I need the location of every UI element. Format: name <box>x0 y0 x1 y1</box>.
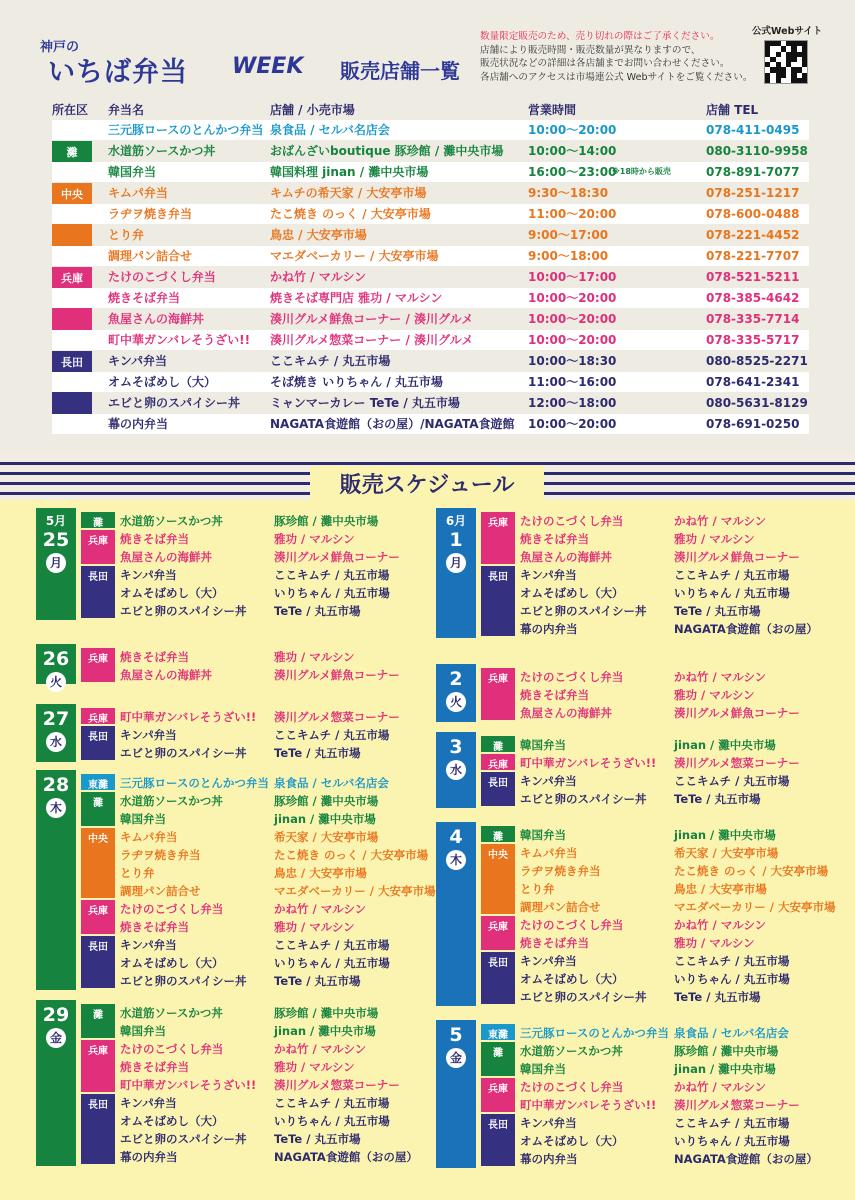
schedule-bento: キンパ弁当 <box>520 568 577 582</box>
day-number: 5 <box>449 1024 463 1046</box>
schedule-bento: 魚屋さんの海鮮丼 <box>120 550 212 564</box>
shop-name: おばんざいboutique 豚珍館 / 灘中央市場 <box>270 144 504 158</box>
schedule-shop: ここキムチ / 丸五市場 <box>274 728 390 742</box>
schedule-shop: かね竹 / マルシン <box>674 1080 767 1094</box>
schedule-shop: ここキムチ / 丸五市場 <box>674 954 790 968</box>
table-row <box>52 309 809 329</box>
schedule-bento: 幕の内弁当 <box>120 1150 178 1164</box>
schedule-shop: NAGATA食遊館（おの屋） <box>674 622 818 636</box>
schedule-shop: jinan / 灘中央市場 <box>274 812 376 826</box>
schedule-shop: いりちゃん / 丸五市場 <box>674 586 790 600</box>
shop-name: キムチの希天家 / 大安亭市場 <box>270 186 427 200</box>
bento-name: 韓国弁当 <box>108 165 157 179</box>
schedule-bento: オムそばめし（大） <box>120 956 224 970</box>
schedule-shop: ここキムチ / 丸五市場 <box>274 1096 390 1110</box>
area-tag: 兵庫 <box>481 1078 515 1112</box>
qr-code-icon[interactable] <box>764 40 808 84</box>
hours: 10:00～20:00 <box>528 417 617 431</box>
hours: 10:00～18:30 <box>528 354 617 368</box>
weekday-label: 火 <box>46 672 66 692</box>
bento-name: とり弁 <box>108 228 145 242</box>
schedule-bento: 町中華ガンバレそうざい!! <box>520 756 657 770</box>
qr-label: 公式Webサイト <box>752 26 823 37</box>
area-tag: 兵庫 <box>481 916 515 950</box>
hours: 10:00～20:00 <box>528 291 617 305</box>
day-badge <box>436 822 476 1006</box>
schedule-shop: 湊川グルメ惣菜コーナー <box>674 1098 800 1112</box>
schedule-bento: 焼きそば弁当 <box>120 650 189 664</box>
schedule-bento: 魚屋さんの海鮮丼 <box>520 550 612 564</box>
schedule-title: 販売スケジュール <box>310 466 544 506</box>
schedule-shop: 湊川グルメ鮮魚コーナー <box>674 550 800 564</box>
bento-name: 焼きそば弁当 <box>108 291 181 305</box>
tel[interactable]: 080-3110-9958 <box>706 144 808 158</box>
schedule-bento: 三元豚ロースのとんかつ弁当 <box>520 1026 669 1040</box>
schedule-bento: 韓国弁当 <box>520 828 566 842</box>
bento-name: オムそばめし（大） <box>108 375 217 389</box>
area-tag: 東灘 <box>81 774 115 790</box>
tel[interactable]: 078-521-5211 <box>706 270 800 284</box>
schedule-bento: キンパ弁当 <box>120 728 177 742</box>
schedule-shop: いりちゃん / 丸五市場 <box>674 972 790 986</box>
day-badge <box>36 1000 76 1166</box>
schedule-bento: 水道筋ソースかつ丼 <box>120 1006 223 1020</box>
schedule-bento: エビと卵のスパイシー丼 <box>120 1132 247 1146</box>
schedule-shop: マエダベーカリー / 大安亭市場 <box>274 884 436 898</box>
schedule-bento: 焼きそば弁当 <box>520 532 589 546</box>
schedule-shop: 希天家 / 大安亭市場 <box>674 846 779 860</box>
tel[interactable]: 078-600-0488 <box>706 207 800 221</box>
table-row <box>52 330 809 350</box>
schedule-bento: 韓国弁当 <box>520 1062 566 1076</box>
notice-line: 販売状況などの詳細は各店舗までお問い合わせください。 <box>480 58 730 70</box>
shop-name: たこ焼き のっく / 大安亭市場 <box>270 207 431 221</box>
schedule-shop: ここキムチ / 丸五市場 <box>274 938 390 952</box>
weekday-label: 月 <box>446 553 466 573</box>
area-tag: 兵庫 <box>481 754 515 770</box>
schedule-bento: エビと卵のスパイシー丼 <box>520 990 647 1004</box>
schedule-bento: キンパ弁当 <box>120 1096 177 1110</box>
schedule-shop: 豚珍館 / 灘中央市場 <box>674 1044 779 1058</box>
schedule-shop: TeTe / 丸五市場 <box>674 990 761 1004</box>
schedule-bento: たけのこづくし弁当 <box>520 1080 624 1094</box>
area-tag: 兵庫 <box>81 900 115 934</box>
shop-name: ここキムチ / 丸五市場 <box>270 354 391 368</box>
col-header-shop: 店舗 / 小売市場 <box>270 103 355 117</box>
schedule-shop: 湊川グルメ惣菜コーナー <box>274 710 400 724</box>
schedule-bento: 幕の内弁当 <box>520 1152 578 1166</box>
tel[interactable]: 078-411-0495 <box>706 123 800 137</box>
hours: 11:00～16:00 <box>528 375 617 389</box>
schedule-shop: TeTe / 丸五市場 <box>274 974 361 988</box>
schedule-bento: キンパ弁当 <box>120 938 177 952</box>
schedule-shop: 豚珍館 / 灘中央市場 <box>274 794 379 808</box>
schedule-shop: 雅功 / マルシン <box>274 1060 355 1074</box>
tel[interactable]: 078-335-7714 <box>706 312 800 326</box>
bento-name: キンパ弁当 <box>108 354 168 368</box>
shop-name: 泉食品 / セルバ名店会 <box>270 123 390 137</box>
schedule-bento: 魚屋さんの海鮮丼 <box>120 668 212 682</box>
schedule-bento: 韓国弁当 <box>120 1024 166 1038</box>
schedule-shop: いりちゃん / 丸五市場 <box>674 1134 790 1148</box>
schedule-bento: 焼きそば弁当 <box>120 920 189 934</box>
day-number: 29 <box>42 1004 70 1026</box>
page-title: 販売店舗一覧 <box>340 59 460 83</box>
hours: 9:00～18:00 <box>528 249 609 263</box>
weekday-label: 水 <box>46 732 66 752</box>
schedule-shop: 雅功 / マルシン <box>674 532 755 546</box>
schedule-bento: たけのこづくし弁当 <box>120 902 224 916</box>
day-badge <box>36 644 76 689</box>
bento-name: 三元豚ロースのとんかつ弁当 <box>108 123 264 137</box>
table-row <box>52 183 809 203</box>
schedule-shop: 鳥忠 / 大安亭市場 <box>274 866 367 880</box>
tel[interactable]: 078-335-5717 <box>706 333 800 347</box>
divider <box>0 462 855 465</box>
area-label: 中央 <box>52 183 92 266</box>
schedule-bento: ラヂヲ焼き弁当 <box>520 864 601 878</box>
tel[interactable]: 078-691-0250 <box>706 417 800 431</box>
schedule-bento: 町中華ガンバレそうざい!! <box>120 710 257 724</box>
schedule-shop: いりちゃん / 丸五市場 <box>274 586 390 600</box>
month-label: 6月 <box>445 514 467 528</box>
hours: 10:00～17:00 <box>528 270 617 284</box>
schedule-shop: 雅功 / マルシン <box>674 936 755 950</box>
weekday-label: 火 <box>446 692 466 712</box>
schedule-bento: 三元豚ロースのとんかつ弁当 <box>120 776 269 790</box>
tel[interactable]: 080-5631-8129 <box>706 396 808 410</box>
weekday-label: 月 <box>46 553 66 573</box>
hours: 9:30～18:30 <box>528 186 609 200</box>
schedule-bento: ラヂヲ焼き弁当 <box>120 848 201 862</box>
day-number: 28 <box>42 774 70 796</box>
table-row <box>52 393 809 413</box>
table-row <box>52 141 809 161</box>
schedule-bento: キンパ弁当 <box>520 1116 577 1130</box>
table-row <box>52 246 809 266</box>
schedule-shop: ここキムチ / 丸五市場 <box>274 568 390 582</box>
schedule-bento: エビと卵のスパイシー丼 <box>520 604 647 618</box>
area-tag: 長田 <box>81 936 115 988</box>
schedule-shop: 泉食品 / セルバ名店会 <box>674 1026 789 1040</box>
hours: 11:00～20:00 <box>528 207 617 221</box>
notice-line: 各店舗へのアクセスは市場連公式 Webサイトをご覧ください。 <box>480 71 753 83</box>
shop-name: 鳥忠 / 大安亭市場 <box>270 228 367 242</box>
tel[interactable]: 078-641-2341 <box>706 375 800 389</box>
schedule-bento: オムそばめし（大） <box>120 586 224 600</box>
schedule-bento: オムそばめし（大） <box>520 1134 624 1148</box>
schedule-shop: 湊川グルメ惣菜コーナー <box>274 1078 400 1092</box>
schedule-bento: エビと卵のスパイシー丼 <box>120 604 247 618</box>
bento-name: 幕の内弁当 <box>108 417 169 431</box>
shop-name: NAGATA食遊館（おの屋）/NAGATA食遊館 <box>270 417 515 431</box>
area-tag: 兵庫 <box>481 668 515 720</box>
schedule-bento: キムパ弁当 <box>120 830 178 844</box>
tel[interactable]: 080-8525-2271 <box>706 354 808 368</box>
table-row <box>52 288 809 308</box>
logo-ichiba-bento: いちば弁当 <box>48 57 188 88</box>
area-tag: 長田 <box>481 952 515 1004</box>
area-tag: 長田 <box>481 1114 515 1166</box>
month-label: 5月 <box>45 514 67 528</box>
area-tag: 灘 <box>81 512 115 528</box>
notice-line: 数量限定販売のため、売り切れの際はご了承ください。 <box>480 31 720 42</box>
bento-name: 魚屋さんの海鮮丼 <box>108 312 205 326</box>
schedule-bento: 水道筋ソースかつ丼 <box>120 514 223 528</box>
schedule-shop: 豚珍館 / 灘中央市場 <box>274 514 379 528</box>
schedule-shop: 豚珍館 / 灘中央市場 <box>274 1006 379 1020</box>
schedule-shop: 湊川グルメ鮮魚コーナー <box>274 668 400 682</box>
shop-name: そば焼き いりちゃん / 丸五市場 <box>270 375 443 389</box>
hours: 12:00～18:00 <box>528 396 617 410</box>
logo-kobe: 神戸の <box>40 40 80 55</box>
weekday-label: 木 <box>446 850 466 870</box>
notice-text <box>480 30 752 84</box>
schedule-bento: たけのこづくし弁当 <box>120 1042 224 1056</box>
bento-name: ラヂヲ焼き弁当 <box>108 207 193 221</box>
day-badge <box>436 1020 476 1168</box>
day-number: 26 <box>42 648 70 670</box>
schedule-shop: マエダベーカリー / 大安亭市場 <box>674 900 836 914</box>
tel[interactable]: 078-385-4642 <box>706 291 800 305</box>
schedule-shop: jinan / 灘中央市場 <box>674 1062 776 1076</box>
shop-name: 湊川グルメ鮮魚コーナー / 湊川グルメ <box>270 312 474 326</box>
schedule-shop: かね竹 / マルシン <box>674 670 767 684</box>
tel[interactable]: 078-891-7077 <box>706 165 800 179</box>
schedule-bento: 焼きそば弁当 <box>120 1060 189 1074</box>
area-tag: 長田 <box>481 566 515 636</box>
day-badge <box>436 732 476 808</box>
day-number: 25 <box>42 529 70 551</box>
schedule-shop: 雅功 / マルシン <box>274 920 355 934</box>
schedule-shop: TeTe / 丸五市場 <box>674 604 761 618</box>
area-tag: 兵庫 <box>81 1040 115 1092</box>
table-row <box>52 414 809 434</box>
hours: 10:00～20:00 <box>528 123 617 137</box>
shop-name: 韓国料理 jinan / 灘中央市場 <box>270 165 429 179</box>
schedule-shop: かね竹 / マルシン <box>674 918 767 932</box>
schedule-bento: たけのこづくし弁当 <box>520 918 624 932</box>
schedule-bento: 町中華ガンバレそうざい!! <box>520 1098 657 1112</box>
schedule-bento: オムそばめし（大） <box>520 586 624 600</box>
logo-week: WEEK <box>232 54 304 79</box>
schedule-shop: たこ焼き のっく / 大安亭市場 <box>674 864 829 878</box>
day-number: 2 <box>449 668 463 690</box>
schedule-shop: jinan / 灘中央市場 <box>674 738 776 752</box>
schedule-shop: 雅功 / マルシン <box>274 532 355 546</box>
day-badge <box>36 704 76 762</box>
schedule-shop: TeTe / 丸五市場 <box>274 746 361 760</box>
schedule-bento: エビと卵のスパイシー丼 <box>120 974 247 988</box>
schedule-bento: 韓国弁当 <box>520 738 566 752</box>
day-number: 27 <box>42 708 70 730</box>
schedule-bento: キンパ弁当 <box>520 954 577 968</box>
hours: 10:00～20:00 <box>528 333 617 347</box>
schedule-bento: キンパ弁当 <box>120 568 177 582</box>
table-row <box>52 204 809 224</box>
schedule-bento: 焼きそば弁当 <box>520 688 589 702</box>
schedule-shop: 鳥忠 / 大安亭市場 <box>674 882 767 896</box>
tel[interactable]: 078-221-4452 <box>706 228 800 242</box>
area-tag: 長田 <box>481 772 515 806</box>
area-tag: 兵庫 <box>81 530 115 564</box>
schedule-shop: かね竹 / マルシン <box>274 902 367 916</box>
schedule-bento: エビと卵のスパイシー丼 <box>120 746 247 760</box>
schedule-bento: オムそばめし（大） <box>120 1114 224 1128</box>
table-row <box>52 351 809 371</box>
bento-name: 調理パン詰合せ <box>108 249 193 263</box>
col-header-area: 所在区 <box>52 103 89 117</box>
bento-name: 水道筋ソースかつ丼 <box>108 144 216 158</box>
area-tag: 長田 <box>81 726 115 760</box>
table-row <box>52 225 809 245</box>
schedule-bento: キムパ弁当 <box>520 846 578 860</box>
schedule-shop: TeTe / 丸五市場 <box>274 604 361 618</box>
col-header-tel: 店舗 TEL <box>706 103 759 117</box>
area-tag: 長田 <box>81 1094 115 1164</box>
col-header-hours: 営業時間 <box>528 103 577 117</box>
schedule-bento: 幕の内弁当 <box>520 622 578 636</box>
notice-line: 店舗により販売時間・販売数量が異なりますので、 <box>480 44 701 56</box>
weekday-label: 木 <box>46 798 66 818</box>
schedule-shop: かね竹 / マルシン <box>274 1042 367 1056</box>
hours: 16:00～23:00 <box>528 165 617 179</box>
schedule-shop: NAGATA食遊館（おの屋） <box>674 1152 818 1166</box>
schedule-bento: 焼きそば弁当 <box>520 936 589 950</box>
schedule-shop: TeTe / 丸五市場 <box>274 1132 361 1146</box>
schedule-shop: ここキムチ / 丸五市場 <box>674 568 790 582</box>
schedule-shop: いりちゃん / 丸五市場 <box>274 1114 390 1128</box>
schedule-bento: とり弁 <box>120 866 155 880</box>
schedule-shop: jinan / 灘中央市場 <box>674 828 776 842</box>
day-badge <box>436 508 476 638</box>
schedule-bento: とり弁 <box>520 882 555 896</box>
shop-name: ミャンマーカレー TeTe / 丸五市場 <box>270 396 460 410</box>
schedule-shop: jinan / 灘中央市場 <box>274 1024 376 1038</box>
schedule-bento: エビと卵のスパイシー丼 <box>520 792 647 806</box>
schedule-bento: キンパ弁当 <box>520 774 577 788</box>
area-tag: 東灘 <box>481 1024 515 1040</box>
day-number: 4 <box>449 826 463 848</box>
shop-name: かね竹 / マルシン <box>270 270 367 284</box>
shop-name: 湊川グルメ惣菜コーナー / 湊川グルメ <box>270 333 474 347</box>
schedule-shop: ここキムチ / 丸五市場 <box>674 1116 790 1130</box>
area-tag: 中央 <box>481 844 515 914</box>
day-badge <box>36 770 76 990</box>
area-tag: 兵庫 <box>81 708 115 724</box>
bento-name: エビと卵のスパイシー丼 <box>108 396 241 410</box>
tel[interactable]: 078-251-1217 <box>706 186 800 200</box>
schedule-shop: 希天家 / 大安亭市場 <box>274 830 379 844</box>
schedule-bento: 調理パン詰合せ <box>520 900 601 914</box>
schedule-bento: たけのこづくし弁当 <box>520 670 624 684</box>
area-tag: 長田 <box>81 566 115 618</box>
schedule-shop: 湊川グルメ鮮魚コーナー <box>674 706 800 720</box>
schedule-bento: 水道筋ソースかつ丼 <box>120 794 223 808</box>
schedule-bento: 魚屋さんの海鮮丼 <box>520 706 612 720</box>
schedule-shop: 湊川グルメ鮮魚コーナー <box>274 550 400 564</box>
schedule-shop: かね竹 / マルシン <box>674 514 767 528</box>
bento-name: 町中華ガンバレそうざい!! <box>108 333 251 347</box>
day-number: 3 <box>449 736 463 758</box>
weekday-label: 水 <box>446 760 466 780</box>
table-row <box>52 162 809 182</box>
weekday-label: 金 <box>446 1048 466 1068</box>
table-row <box>52 372 809 392</box>
shop-name: 焼きそば専門店 雅功 / マルシン <box>270 291 443 305</box>
schedule-bento: 町中華ガンバレそうざい!! <box>120 1078 257 1092</box>
table-row <box>52 120 809 140</box>
day-number: 1 <box>449 529 463 551</box>
area-tag: 兵庫 <box>81 648 115 682</box>
area-tag: 灘 <box>81 792 115 826</box>
hours: 10:00～20:00 <box>528 312 617 326</box>
schedule-bento: 水道筋ソースかつ丼 <box>520 1044 623 1058</box>
hours: 10:00～14:00 <box>528 144 617 158</box>
schedule-shop: 湊川グルメ惣菜コーナー <box>674 756 800 770</box>
area-label: 灘 <box>52 141 92 182</box>
shop-name: マエダベーカリー / 大安亭市場 <box>270 249 439 263</box>
area-tag: 灘 <box>481 736 515 752</box>
area-tag: 灘 <box>481 1042 515 1076</box>
tel[interactable]: 078-221-7707 <box>706 249 800 263</box>
day-badge <box>36 508 76 620</box>
schedule-shop: ここキムチ / 丸五市場 <box>674 774 790 788</box>
bento-name: たけのこづくし弁当 <box>108 270 216 284</box>
bento-name: キムパ弁当 <box>108 186 168 200</box>
schedule-shop: 雅功 / マルシン <box>274 650 355 664</box>
hours: 9:00～17:00 <box>528 228 609 242</box>
schedule-shop: いりちゃん / 丸五市場 <box>274 956 390 970</box>
schedule-bento: 韓国弁当 <box>120 812 166 826</box>
area-tag: 灘 <box>81 1004 115 1038</box>
schedule-bento: オムそばめし（大） <box>520 972 624 986</box>
hours-note: ※18時から販売 <box>612 167 671 176</box>
weekday-label: 金 <box>46 1028 66 1048</box>
area-tag: 兵庫 <box>481 512 515 564</box>
schedule-shop: 雅功 / マルシン <box>674 688 755 702</box>
table-row <box>52 267 809 287</box>
area-label: 長田 <box>52 351 92 434</box>
schedule-bento: 調理パン詰合せ <box>120 884 201 898</box>
col-header-bento: 弁当名 <box>108 103 145 117</box>
schedule-shop: たこ焼き のっく / 大安亭市場 <box>274 848 429 862</box>
schedule-bento: たけのこづくし弁当 <box>520 514 624 528</box>
day-badge <box>436 664 476 722</box>
area-tag: 灘 <box>481 826 515 842</box>
area-label: 兵庫 <box>52 267 92 350</box>
schedule-shop: 泉食品 / セルバ名店会 <box>274 776 389 790</box>
schedule-shop: TeTe / 丸五市場 <box>674 792 761 806</box>
area-tag: 中央 <box>81 828 115 898</box>
schedule-shop: NAGATA食遊館（おの屋） <box>274 1150 418 1164</box>
schedule-bento: 焼きそば弁当 <box>120 532 189 546</box>
